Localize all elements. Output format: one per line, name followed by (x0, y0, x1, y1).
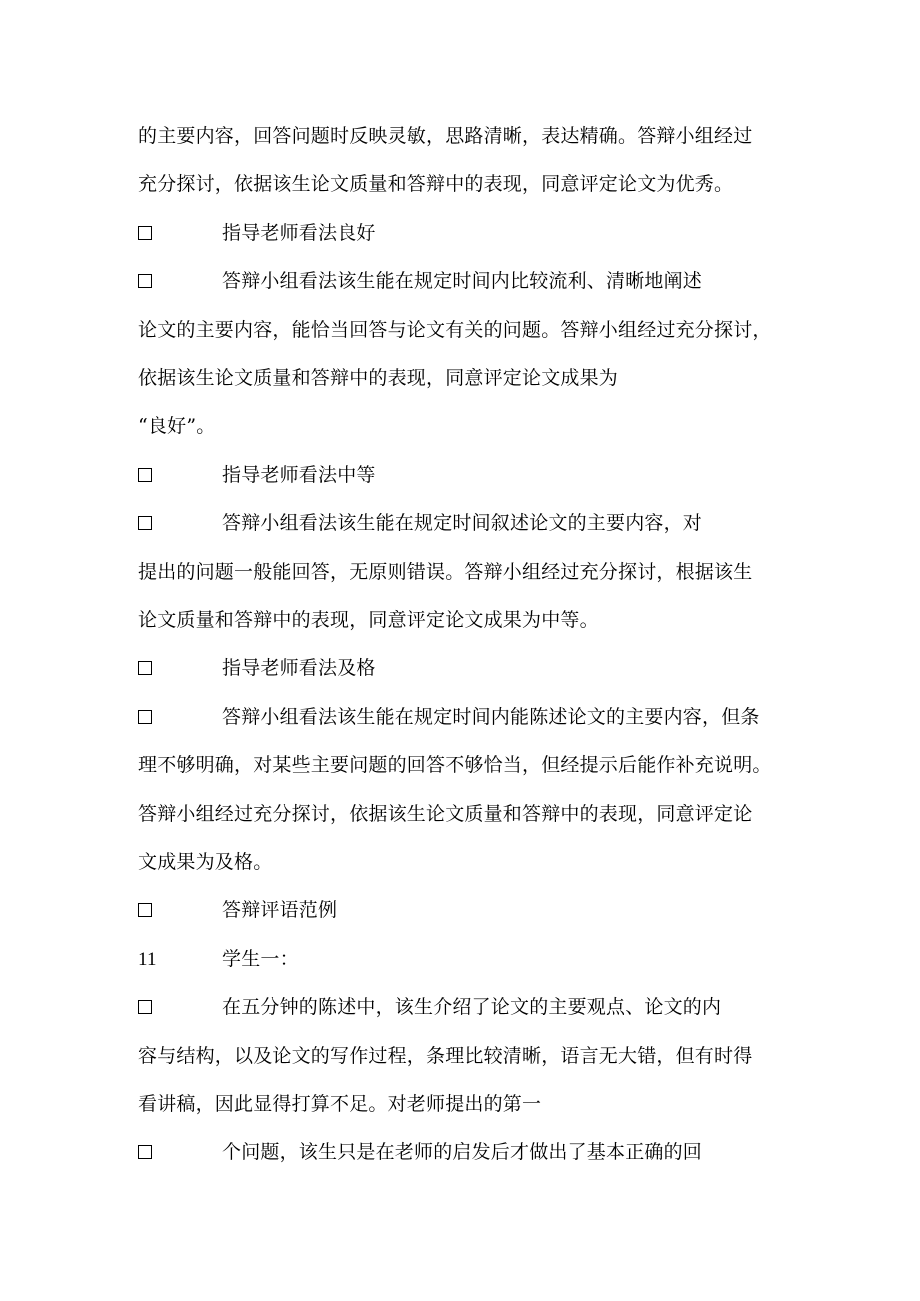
checkbox-icon (138, 661, 152, 675)
list-item: 指导老师看法良好 (138, 221, 376, 245)
list-item: 指导老师看法及格 (138, 656, 376, 680)
paragraph-line: “良好”。 (138, 415, 216, 437)
list-item: 个问题，该生只是在老师的启发后才做出了基本正确的回 (138, 1140, 702, 1164)
paragraph-line: 文成果为及格。 (138, 851, 273, 873)
checkbox-icon (138, 468, 152, 482)
paragraph-line: 看讲稿，因此显得打算不足。对老师提出的第一 (138, 1093, 542, 1115)
checkbox-icon (138, 226, 152, 240)
list-item: 答辩小组看法该生能在规定时间叙述论文的主要内容，对 (138, 511, 702, 535)
checkbox-icon (138, 516, 152, 530)
paragraph-line: 答辩小组经过充分探讨，依据该生论文质量和答辩中的表现，同意评定论 (138, 803, 753, 825)
paragraph-line: 依据该生论文质量和答辩中的表现，同意评定论文成果为 (138, 367, 619, 389)
paragraph-line: 理不够明确，对某些主要问题的回答不够恰当，但经提示后能作补充说明。 (138, 754, 772, 776)
checkbox-icon (138, 1145, 152, 1159)
paragraph-line: 的主要内容，回答问题时反映灵敏，思路清晰，表达精确。答辩小组经过 (138, 125, 753, 147)
paragraph-line: 论文质量和答辩中的表现，同意评定论文成果为中等。 (138, 609, 599, 631)
checkbox-icon (138, 903, 152, 917)
checkbox-icon (138, 1000, 152, 1014)
list-item: 答辩评语范例 (138, 898, 337, 922)
list-item: 答辩小组看法该生能在规定时间内能陈述论文的主要内容，但条 (138, 705, 760, 729)
checkbox-icon (138, 274, 152, 288)
paragraph-line: 论文的主要内容，能恰当回答与论文有关的问题。答辩小组经过充分探讨， (138, 319, 772, 341)
paragraph-line: 充分探讨，依据该生论文质量和答辩中的表现，同意评定论文为优秀。 (138, 173, 734, 195)
list-item: 指导老师看法中等 (138, 463, 376, 487)
item-number: 11 (138, 949, 157, 970)
paragraph-line: 容与结构，以及论文的写作过程，条理比较清晰，语言无大错，但有时得 (138, 1045, 753, 1067)
paragraph-line: 提出的问题一般能回答，无原则错误。答辩小组经过充分探讨，根据该生 (138, 561, 753, 583)
list-item: 11 学生一： (138, 948, 299, 970)
list-item: 答辩小组看法该生能在规定时间内比较流利、清晰地阐述 (138, 269, 702, 293)
list-item: 在五分钟的陈述中，该生介绍了论文的主要观点、论文的内 (138, 995, 721, 1019)
checkbox-icon (138, 710, 152, 724)
